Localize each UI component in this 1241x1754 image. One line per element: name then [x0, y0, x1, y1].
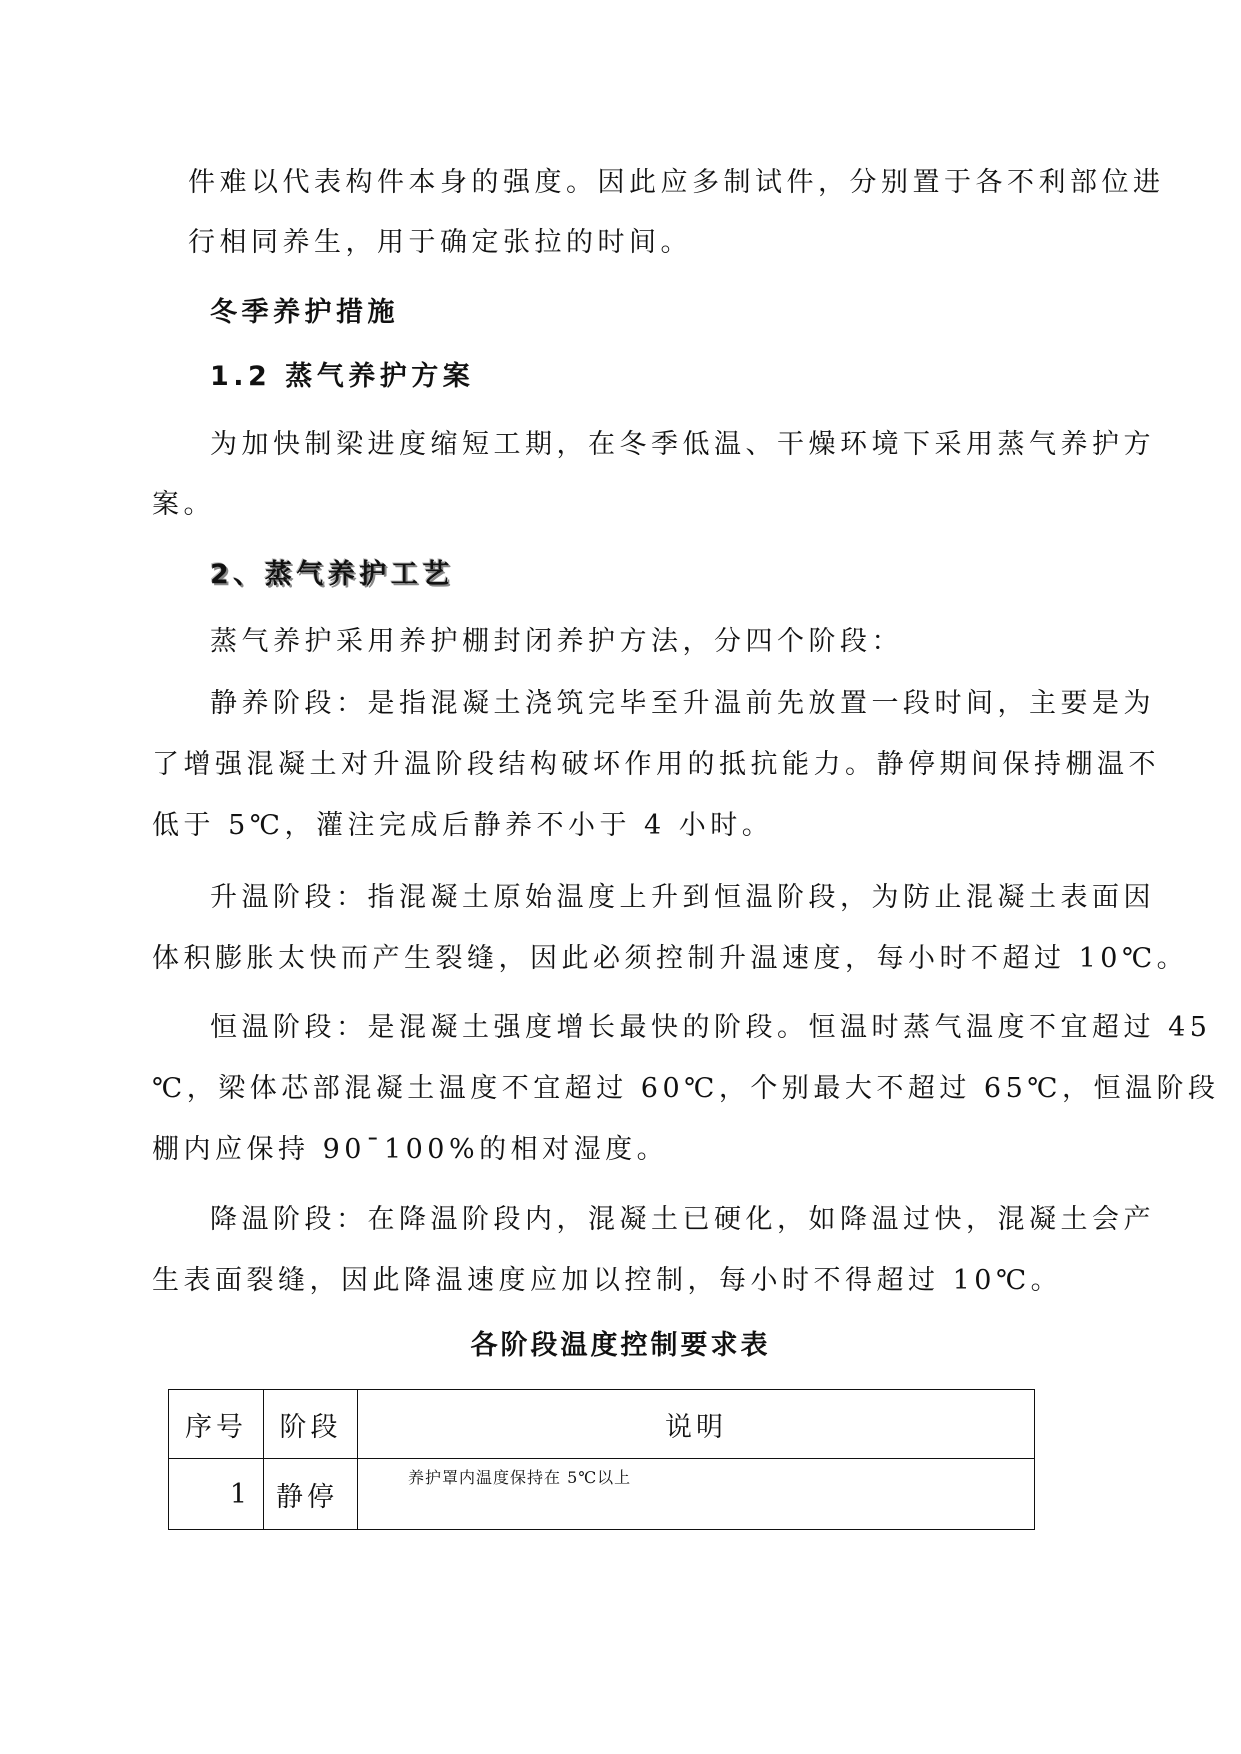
table-row: [169, 1459, 1035, 1530]
paragraph-line: 件难以代表构件本身的强度。因此应多制试件，分别置于各不利部位进: [188, 167, 1165, 198]
header-index: 序号: [169, 1390, 264, 1459]
paragraph-line: 降温阶段：在降温阶段内，混凝土已硬化，如降温过快，混凝土会产: [210, 1204, 1155, 1235]
table-caption: 各阶段温度控制要求表: [470, 1330, 771, 1361]
section-heading: 2、蒸气养护工艺: [210, 559, 454, 590]
cell-stage: 静停: [264, 1459, 358, 1530]
paragraph-line: ℃，梁体芯部混凝土温度不宜超过 60℃，个别最大不超过 65℃，恒温阶段: [152, 1073, 1220, 1104]
temperature-requirements-table: [168, 1389, 1035, 1530]
cell-description: 养护罩内温度保持在 5℃以上: [358, 1459, 1035, 1530]
paragraph-line: 案。: [152, 489, 215, 520]
section-heading: 冬季养护措施: [210, 297, 399, 328]
cell-index: 1: [169, 1459, 264, 1530]
paragraph-line: 了增强混凝土对升温阶段结构破坏作用的抵抗能力。静停期间保持棚温不: [152, 749, 1160, 780]
paragraph-line: 低于 5℃，灌注完成后静养不小于 4 小时。: [152, 810, 774, 841]
paragraph-line: 行相同养生，用于确定张拉的时间。: [188, 227, 692, 258]
paragraph-line: 体积膨胀太快而产生裂缝，因此必须控制升温速度，每小时不超过 10℃。: [152, 943, 1189, 974]
paragraph-line: 为加快制梁进度缩短工期，在冬季低温、干燥环境下采用蒸气养护方: [210, 429, 1155, 460]
paragraph-line: 生表面裂缝，因此降温速度应加以控制，每小时不得超过 10℃。: [152, 1265, 1063, 1296]
section-heading: 1.2 蒸气养护方案: [210, 361, 475, 392]
table-header-row: [169, 1390, 1035, 1459]
paragraph-line: 升温阶段：指混凝土原始温度上升到恒温阶段，为防止混凝土表面因: [210, 882, 1155, 913]
paragraph-line: 棚内应保持 90¯100%的相对湿度。: [152, 1134, 669, 1165]
header-stage: 阶段: [264, 1390, 358, 1459]
paragraph-line: 蒸气养护采用养护棚封闭养护方法，分四个阶段：: [210, 626, 903, 657]
paragraph-line: 静养阶段：是指混凝土浇筑完毕至升温前先放置一段时间，主要是为: [210, 688, 1155, 719]
paragraph-line: 恒温阶段：是混凝土强度增长最快的阶段。恒温时蒸气温度不宜超过 45: [210, 1012, 1212, 1043]
header-description: 说明: [358, 1390, 1035, 1459]
